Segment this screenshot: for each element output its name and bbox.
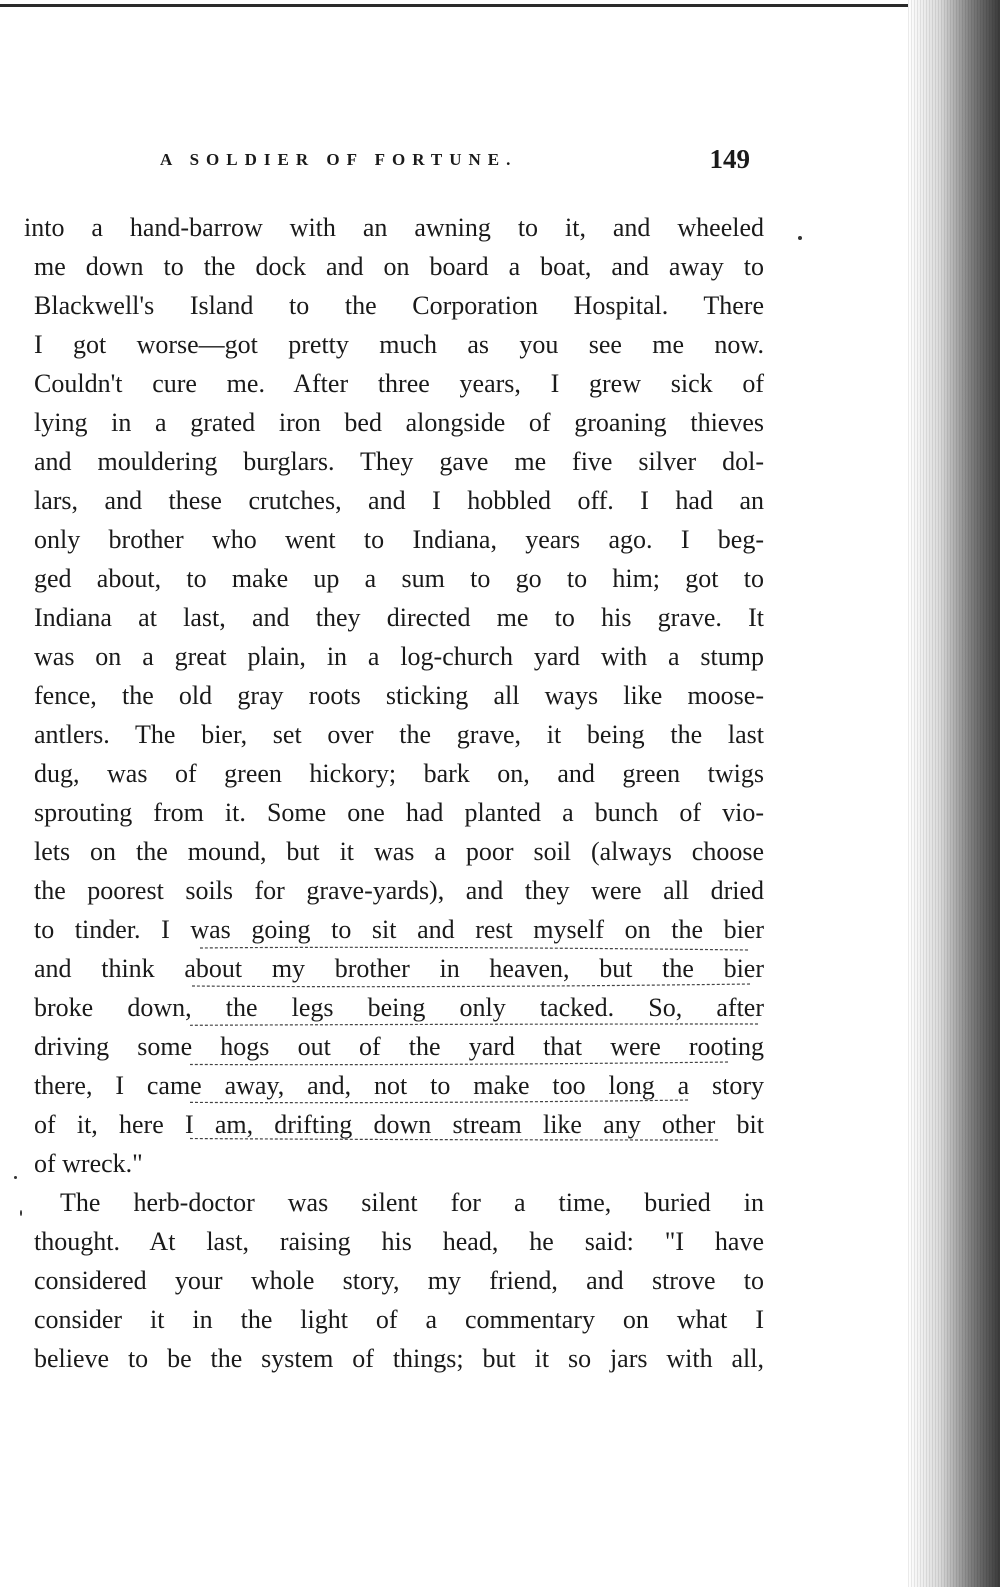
text-line: and mouldering burglars. They gave me five silver dol-	[34, 447, 764, 476]
text-line: Blackwell's Island to the Corporation Hospital. There	[34, 291, 764, 320]
book-spine-shadow	[908, 0, 1000, 1587]
text-line: broke down, the legs being only tacked. So, after	[34, 993, 764, 1022]
text-line: fence, the old gray roots sticking all ways like moose-	[34, 681, 764, 710]
text-line: considered your whole story, my friend, and strove to	[34, 1266, 764, 1295]
paragraph-first-line: The herb-doctor was silent for a time, buried in	[60, 1188, 764, 1217]
text-line: the poorest soils for grave-yards), and they were all dried	[34, 876, 764, 905]
text-line: antlers. The bier, set over the grave, it being the last	[34, 720, 764, 749]
text-line: me down to the dock and on board a boat, and away to	[34, 252, 764, 281]
text-line: I got worse—got pretty much as you see me now.	[34, 330, 764, 359]
page-header	[160, 144, 760, 180]
text-line: was on a great plain, in a log-church yard with a stump	[34, 642, 764, 671]
text-line: lying in a grated iron bed alongside of groaning thieves	[34, 408, 764, 437]
text-line: and think about my brother in heaven, but the bier	[34, 954, 764, 983]
text-line: sprouting from it. Some one had planted a bunch of vio-	[34, 798, 764, 827]
text-line: of it, here I am, drifting down stream like any other bit	[34, 1110, 764, 1139]
text-line: lets on the mound, but it was a poor soil (always choose	[34, 837, 764, 866]
text-line: driving some hogs out of the yard that were rooting	[34, 1032, 764, 1061]
text-line: believe to be the system of things; but it so jars with all,	[34, 1344, 764, 1373]
text-line: consider it in the light of a commentary on what I	[34, 1305, 764, 1334]
text-line: ged about, to make up a sum to go to him; got to	[34, 564, 764, 593]
text-line: there, I came away, and, not to make too long a story	[34, 1071, 764, 1100]
text-line: into a hand-barrow with an awning to it, and wheeled	[24, 213, 764, 242]
margin-speck	[798, 236, 802, 240]
text-line: lars, and these crutches, and I hobbled off. I had an	[34, 486, 764, 515]
top-edge-rule	[0, 4, 920, 7]
text-line: thought. At last, raising his head, he said: "I have	[34, 1227, 764, 1256]
margin-speck	[20, 1210, 22, 1216]
text-line: to tinder. I was going to sit and rest myself on the bier	[34, 915, 764, 944]
body-text	[24, 208, 764, 1378]
running-title: A SOLDIER OF FORTUNE.	[160, 150, 518, 169]
text-line: Indiana at last, and they directed me to his grave. It	[34, 603, 764, 632]
margin-speck	[14, 1176, 17, 1179]
text-line: Couldn't cure me. After three years, I grew sick of	[34, 369, 764, 398]
text-line: only brother who went to Indiana, years ago. I beg-	[34, 525, 764, 554]
page-number: 149	[709, 144, 750, 174]
text-line: dug, was of green hickory; bark on, and green twigs	[34, 759, 764, 788]
text-line: of wreck."	[34, 1149, 143, 1178]
